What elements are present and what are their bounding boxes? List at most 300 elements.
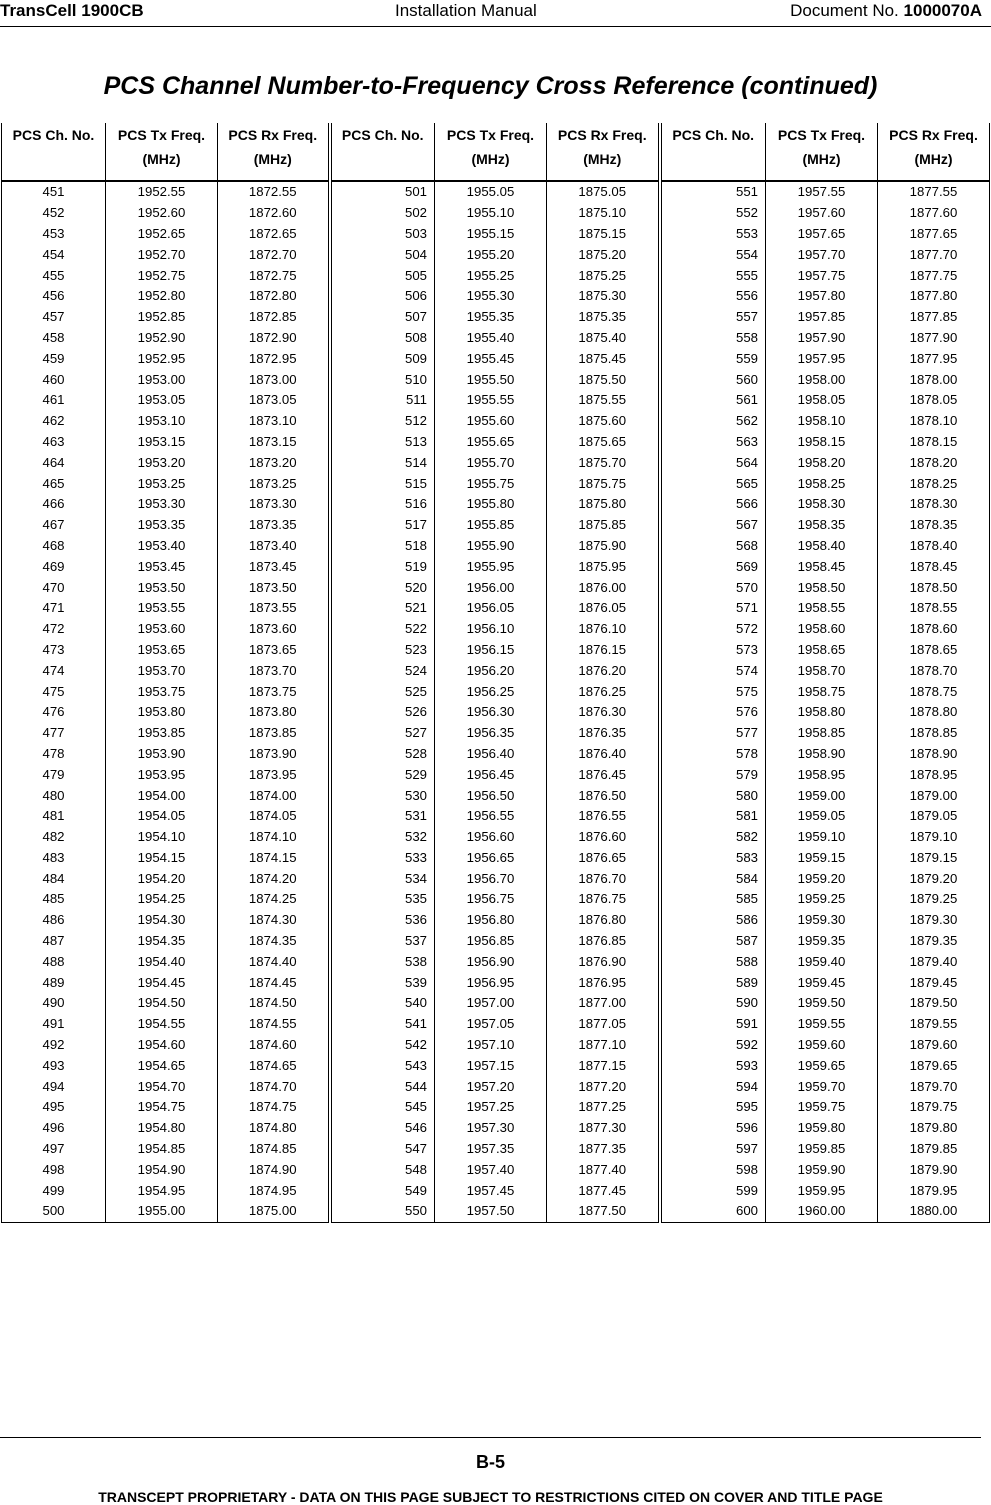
rx-frequency-cell: 1874.30	[218, 910, 330, 931]
column-header-line2: (MHz)	[914, 151, 953, 167]
tx-frequency-cell: 1955.60	[435, 411, 547, 432]
tx-frequency-cell: 1958.60	[766, 619, 878, 640]
column-header-line1: PCS Ch. No.	[341, 127, 424, 143]
rx-frequency-cell: 1879.30	[878, 910, 990, 931]
tx-frequency-cell: 1955.40	[435, 328, 547, 349]
rx-frequency-cell: 1877.05	[547, 1014, 660, 1035]
channel-number-cell: 455	[2, 265, 106, 286]
tx-frequency-cell: 1954.40	[106, 951, 218, 972]
channel-number-cell: 531	[330, 806, 435, 827]
rx-frequency-cell: 1876.80	[547, 910, 660, 931]
channel-number-cell: 557	[660, 307, 766, 328]
tx-frequency-cell: 1957.55	[766, 181, 878, 203]
channel-number-cell: 596	[660, 1118, 766, 1139]
channel-number-cell: 526	[330, 702, 435, 723]
tx-frequency-cell: 1954.90	[106, 1159, 218, 1180]
tx-frequency-cell: 1952.80	[106, 286, 218, 307]
channel-number-cell: 482	[2, 827, 106, 848]
tx-frequency-cell: 1957.40	[435, 1159, 547, 1180]
column-header-line1: PCS Ch. No.	[672, 127, 755, 143]
rx-frequency-cell: 1875.30	[547, 286, 660, 307]
channel-number-cell: 590	[660, 993, 766, 1014]
table-row	[2, 931, 990, 952]
footer-divider	[0, 1437, 981, 1438]
channel-number-cell: 473	[2, 640, 106, 661]
rx-frequency-cell: 1874.45	[218, 972, 330, 993]
tx-frequency-cell: 1958.80	[766, 702, 878, 723]
rx-frequency-cell: 1876.05	[547, 598, 660, 619]
channel-number-cell: 490	[2, 993, 106, 1014]
channel-number-cell: 470	[2, 577, 106, 598]
proprietary-notice-separator: -	[290, 1489, 296, 1505]
tx-frequency-cell: 1960.00	[766, 1201, 878, 1222]
rx-frequency-cell: 1872.90	[218, 328, 330, 349]
channel-number-cell: 537	[330, 931, 435, 952]
tx-frequency-cell: 1957.30	[435, 1118, 547, 1139]
rx-frequency-cell: 1879.40	[878, 951, 990, 972]
tx-frequency-cell: 1956.05	[435, 598, 547, 619]
tx-frequency-cell: 1953.00	[106, 369, 218, 390]
rx-frequency-cell: 1877.95	[878, 348, 990, 369]
table-row	[2, 806, 990, 827]
tx-frequency-cell: 1956.25	[435, 681, 547, 702]
tx-frequency-cell: 1956.60	[435, 827, 547, 848]
rx-frequency-cell: 1877.50	[547, 1201, 660, 1222]
tx-frequency-cell: 1959.65	[766, 1055, 878, 1076]
tx-frequency-cell: 1958.95	[766, 764, 878, 785]
rx-frequency-cell: 1875.20	[547, 244, 660, 265]
tx-frequency-cell: 1955.70	[435, 452, 547, 473]
channel-number-cell: 573	[660, 640, 766, 661]
tx-frequency-cell: 1955.35	[435, 307, 547, 328]
rx-frequency-cell: 1875.40	[547, 328, 660, 349]
channel-number-cell: 528	[330, 744, 435, 765]
channel-number-cell: 491	[2, 1014, 106, 1035]
channel-number-cell: 517	[330, 515, 435, 536]
tx-frequency-cell: 1959.70	[766, 1076, 878, 1097]
rx-frequency-cell: 1874.70	[218, 1076, 330, 1097]
tx-frequency-cell: 1959.35	[766, 931, 878, 952]
tx-frequency-cell: 1958.65	[766, 640, 878, 661]
channel-number-cell: 577	[660, 723, 766, 744]
rx-frequency-cell: 1873.35	[218, 515, 330, 536]
channel-number-cell: 552	[660, 203, 766, 224]
rx-frequency-cell: 1875.65	[547, 432, 660, 453]
rx-frequency-cell: 1876.75	[547, 889, 660, 910]
channel-number-cell: 476	[2, 702, 106, 723]
rx-frequency-cell: 1879.70	[878, 1076, 990, 1097]
table-row	[2, 1014, 990, 1035]
rx-frequency-cell: 1878.00	[878, 369, 990, 390]
tx-frequency-cell: 1959.25	[766, 889, 878, 910]
rx-frequency-cell: 1874.75	[218, 1097, 330, 1118]
tx-frequency-cell: 1959.75	[766, 1097, 878, 1118]
column-header-line2: (MHz)	[142, 151, 181, 167]
tx-frequency-cell: 1954.00	[106, 785, 218, 806]
rx-frequency-cell: 1875.85	[547, 515, 660, 536]
rx-frequency-cell: 1875.80	[547, 494, 660, 515]
channel-number-cell: 572	[660, 619, 766, 640]
tx-frequency-cell: 1957.05	[435, 1014, 547, 1035]
table-row	[2, 640, 990, 661]
rx-frequency-cell: 1878.75	[878, 681, 990, 702]
tx-frequency-cell: 1953.95	[106, 764, 218, 785]
channel-number-cell: 521	[330, 598, 435, 619]
tx-frequency-cell: 1959.60	[766, 1035, 878, 1056]
channel-number-cell: 488	[2, 951, 106, 972]
rx-frequency-cell: 1878.65	[878, 640, 990, 661]
document-number-label: Document No.	[790, 1, 899, 20]
channel-number-cell: 582	[660, 827, 766, 848]
tx-frequency-cell: 1956.45	[435, 764, 547, 785]
column-header-line2: (MHz)	[253, 151, 292, 167]
tx-frequency-cell: 1953.40	[106, 536, 218, 557]
rx-frequency-cell: 1872.65	[218, 224, 330, 245]
channel-number-cell: 481	[2, 806, 106, 827]
rx-frequency-cell: 1876.45	[547, 764, 660, 785]
rx-frequency-cell: 1873.30	[218, 494, 330, 515]
tx-frequency-cell: 1954.15	[106, 848, 218, 869]
channel-frequency-table	[1, 123, 990, 1223]
rx-frequency-cell: 1877.20	[547, 1076, 660, 1097]
channel-number-cell: 525	[330, 681, 435, 702]
channel-number-cell: 576	[660, 702, 766, 723]
tx-frequency-cell: 1955.50	[435, 369, 547, 390]
rx-frequency-cell: 1875.25	[547, 265, 660, 286]
rx-frequency-cell: 1873.40	[218, 536, 330, 557]
tx-frequency-cell: 1956.75	[435, 889, 547, 910]
tx-frequency-cell: 1954.05	[106, 806, 218, 827]
rx-frequency-cell: 1878.80	[878, 702, 990, 723]
tx-frequency-cell: 1955.65	[435, 432, 547, 453]
rx-frequency-cell: 1872.75	[218, 265, 330, 286]
table-row	[2, 1159, 990, 1180]
rx-frequency-cell: 1873.65	[218, 640, 330, 661]
channel-number-cell: 586	[660, 910, 766, 931]
channel-number-cell: 495	[2, 1097, 106, 1118]
channel-number-cell: 541	[330, 1014, 435, 1035]
rx-frequency-cell: 1878.85	[878, 723, 990, 744]
rx-frequency-cell: 1875.60	[547, 411, 660, 432]
tx-frequency-cell: 1953.60	[106, 619, 218, 640]
column-header-line1: PCS Tx Freq.	[777, 127, 866, 143]
channel-number-cell: 599	[660, 1180, 766, 1201]
rx-frequency-cell: 1873.95	[218, 764, 330, 785]
rx-frequency-cell: 1874.25	[218, 889, 330, 910]
table-row	[2, 951, 990, 972]
manual-name: Installation Manual	[395, 1, 537, 20]
document-number-value: 1000070A	[903, 1, 982, 20]
rx-frequency-cell: 1877.55	[878, 181, 990, 203]
tx-frequency-cell: 1956.90	[435, 951, 547, 972]
channel-number-cell: 580	[660, 785, 766, 806]
tx-frequency-cell: 1954.55	[106, 1014, 218, 1035]
channel-number-cell: 463	[2, 432, 106, 453]
channel-number-cell: 584	[660, 868, 766, 889]
tx-frequency-cell: 1953.55	[106, 598, 218, 619]
channel-number-cell: 562	[660, 411, 766, 432]
tx-frequency-cell: 1952.85	[106, 307, 218, 328]
channel-number-cell: 538	[330, 951, 435, 972]
channel-number-cell: 465	[2, 473, 106, 494]
rx-frequency-cell: 1874.80	[218, 1118, 330, 1139]
channel-number-cell: 522	[330, 619, 435, 640]
tx-frequency-cell: 1955.05	[435, 181, 547, 203]
tx-frequency-cell: 1955.95	[435, 556, 547, 577]
tx-frequency-cell: 1956.30	[435, 702, 547, 723]
rx-frequency-cell: 1873.90	[218, 744, 330, 765]
channel-number-cell: 578	[660, 744, 766, 765]
table-row	[2, 286, 990, 307]
channel-number-cell: 583	[660, 848, 766, 869]
rx-frequency-cell: 1873.15	[218, 432, 330, 453]
channel-number-cell: 547	[330, 1139, 435, 1160]
channel-number-cell: 574	[660, 660, 766, 681]
channel-number-cell: 486	[2, 910, 106, 931]
tx-frequency-cell: 1958.85	[766, 723, 878, 744]
tx-frequency-cell: 1955.90	[435, 536, 547, 557]
channel-number-cell: 520	[330, 577, 435, 598]
channel-number-cell: 544	[330, 1076, 435, 1097]
channel-number-cell: 453	[2, 224, 106, 245]
tx-frequency-cell: 1958.90	[766, 744, 878, 765]
rx-frequency-cell: 1876.30	[547, 702, 660, 723]
tx-frequency-cell: 1959.80	[766, 1118, 878, 1139]
rx-frequency-cell: 1878.15	[878, 432, 990, 453]
channel-number-cell: 571	[660, 598, 766, 619]
tx-frequency-cell: 1955.85	[435, 515, 547, 536]
table-row	[2, 1180, 990, 1201]
column-header-line1: PCS Rx Freq.	[557, 127, 647, 143]
tx-frequency-cell: 1955.20	[435, 244, 547, 265]
channel-number-cell: 558	[660, 328, 766, 349]
table-row	[2, 681, 990, 702]
rx-frequency-cell: 1876.25	[547, 681, 660, 702]
tx-frequency-cell: 1958.30	[766, 494, 878, 515]
table-row	[2, 827, 990, 848]
rx-frequency-cell: 1878.60	[878, 619, 990, 640]
document-number	[790, 1, 982, 21]
table-row	[2, 764, 990, 785]
table-row	[2, 369, 990, 390]
tx-frequency-cell: 1952.95	[106, 348, 218, 369]
channel-number-cell: 475	[2, 681, 106, 702]
tx-frequency-cell: 1952.55	[106, 181, 218, 203]
channel-number-cell: 542	[330, 1035, 435, 1056]
channel-number-cell: 456	[2, 286, 106, 307]
table-row	[2, 1201, 990, 1222]
channel-number-cell: 510	[330, 369, 435, 390]
channel-number-cell: 513	[330, 432, 435, 453]
rx-frequency-cell: 1874.15	[218, 848, 330, 869]
column-header	[547, 123, 660, 181]
tx-frequency-cell: 1954.65	[106, 1055, 218, 1076]
tx-frequency-cell: 1958.05	[766, 390, 878, 411]
channel-number-cell: 507	[330, 307, 435, 328]
rx-frequency-cell: 1873.00	[218, 369, 330, 390]
channel-number-cell: 509	[330, 348, 435, 369]
table-row	[2, 1076, 990, 1097]
channel-number-cell: 535	[330, 889, 435, 910]
tx-frequency-cell: 1953.45	[106, 556, 218, 577]
channel-number-cell: 536	[330, 910, 435, 931]
table-row	[2, 494, 990, 515]
rx-frequency-cell: 1879.90	[878, 1159, 990, 1180]
channel-number-cell: 565	[660, 473, 766, 494]
table-row	[2, 889, 990, 910]
channel-number-cell: 518	[330, 536, 435, 557]
rx-frequency-cell: 1876.65	[547, 848, 660, 869]
rx-frequency-cell: 1878.35	[878, 515, 990, 536]
channel-number-cell: 484	[2, 868, 106, 889]
tx-frequency-cell: 1953.30	[106, 494, 218, 515]
channel-number-cell: 591	[660, 1014, 766, 1035]
rx-frequency-cell: 1873.05	[218, 390, 330, 411]
rx-frequency-cell: 1879.50	[878, 993, 990, 1014]
channel-number-cell: 460	[2, 369, 106, 390]
product-name: TransCell 1900CB	[0, 1, 144, 20]
rx-frequency-cell: 1874.00	[218, 785, 330, 806]
table-row	[2, 244, 990, 265]
rx-frequency-cell: 1872.70	[218, 244, 330, 265]
channel-number-cell: 543	[330, 1055, 435, 1076]
channel-number-cell: 587	[660, 931, 766, 952]
rx-frequency-cell: 1876.90	[547, 951, 660, 972]
rx-frequency-cell: 1878.45	[878, 556, 990, 577]
channel-number-cell: 506	[330, 286, 435, 307]
tx-frequency-cell: 1952.75	[106, 265, 218, 286]
tx-frequency-cell: 1955.25	[435, 265, 547, 286]
table-row	[2, 473, 990, 494]
channel-number-cell: 564	[660, 452, 766, 473]
table-row	[2, 868, 990, 889]
rx-frequency-cell: 1877.45	[547, 1180, 660, 1201]
table-row	[2, 972, 990, 993]
table-row	[2, 993, 990, 1014]
tx-frequency-cell: 1956.35	[435, 723, 547, 744]
tx-frequency-cell: 1959.10	[766, 827, 878, 848]
page-number: B-5	[475, 1452, 505, 1472]
tx-frequency-cell: 1953.85	[106, 723, 218, 744]
tx-frequency-cell: 1953.20	[106, 452, 218, 473]
rx-frequency-cell: 1873.60	[218, 619, 330, 640]
channel-number-cell: 593	[660, 1055, 766, 1076]
channel-number-cell: 511	[330, 390, 435, 411]
channel-number-cell: 529	[330, 764, 435, 785]
rx-frequency-cell: 1875.95	[547, 556, 660, 577]
table-row	[2, 619, 990, 640]
rx-frequency-cell: 1876.60	[547, 827, 660, 848]
table-row	[2, 785, 990, 806]
rx-frequency-cell: 1875.10	[547, 203, 660, 224]
rx-frequency-cell: 1878.30	[878, 494, 990, 515]
rx-frequency-cell: 1874.10	[218, 827, 330, 848]
rx-frequency-cell: 1878.95	[878, 764, 990, 785]
tx-frequency-cell: 1957.45	[435, 1180, 547, 1201]
rx-frequency-cell: 1876.40	[547, 744, 660, 765]
proprietary-notice-left: TRANSCEPT PROPRIETARY	[98, 1489, 287, 1505]
channel-number-cell: 555	[660, 265, 766, 286]
channel-number-cell: 556	[660, 286, 766, 307]
channel-number-cell: 497	[2, 1139, 106, 1160]
channel-number-cell: 493	[2, 1055, 106, 1076]
rx-frequency-cell: 1872.95	[218, 348, 330, 369]
table-row	[2, 432, 990, 453]
channel-number-cell: 461	[2, 390, 106, 411]
tx-frequency-cell: 1955.10	[435, 203, 547, 224]
tx-frequency-cell: 1956.15	[435, 640, 547, 661]
tx-frequency-cell: 1958.25	[766, 473, 878, 494]
tx-frequency-cell: 1956.20	[435, 660, 547, 681]
table-row	[2, 1118, 990, 1139]
rx-frequency-cell: 1873.25	[218, 473, 330, 494]
tx-frequency-cell: 1959.85	[766, 1139, 878, 1160]
rx-frequency-cell: 1873.10	[218, 411, 330, 432]
rx-frequency-cell: 1879.60	[878, 1035, 990, 1056]
channel-number-cell: 499	[2, 1180, 106, 1201]
tx-frequency-cell: 1956.80	[435, 910, 547, 931]
tx-frequency-cell: 1957.90	[766, 328, 878, 349]
channel-number-cell: 459	[2, 348, 106, 369]
tx-frequency-cell: 1958.70	[766, 660, 878, 681]
tx-frequency-cell: 1953.10	[106, 411, 218, 432]
rx-frequency-cell: 1873.45	[218, 556, 330, 577]
channel-number-cell: 554	[660, 244, 766, 265]
tx-frequency-cell: 1952.60	[106, 203, 218, 224]
channel-number-cell: 512	[330, 411, 435, 432]
rx-frequency-cell: 1875.90	[547, 536, 660, 557]
rx-frequency-cell: 1879.75	[878, 1097, 990, 1118]
tx-frequency-cell: 1956.10	[435, 619, 547, 640]
channel-number-cell: 502	[330, 203, 435, 224]
rx-frequency-cell: 1872.60	[218, 203, 330, 224]
column-header	[878, 123, 990, 181]
channel-number-cell: 483	[2, 848, 106, 869]
rx-frequency-cell: 1876.70	[547, 868, 660, 889]
rx-frequency-cell: 1874.90	[218, 1159, 330, 1180]
tx-frequency-cell: 1957.15	[435, 1055, 547, 1076]
tx-frequency-cell: 1956.95	[435, 972, 547, 993]
tx-frequency-cell: 1958.75	[766, 681, 878, 702]
rx-frequency-cell: 1879.95	[878, 1180, 990, 1201]
tx-frequency-cell: 1959.50	[766, 993, 878, 1014]
tx-frequency-cell: 1958.40	[766, 536, 878, 557]
tx-frequency-cell: 1954.20	[106, 868, 218, 889]
rx-frequency-cell: 1872.80	[218, 286, 330, 307]
channel-number-cell: 546	[330, 1118, 435, 1139]
tx-frequency-cell: 1959.55	[766, 1014, 878, 1035]
tx-frequency-cell: 1954.60	[106, 1035, 218, 1056]
tx-frequency-cell: 1958.00	[766, 369, 878, 390]
channel-number-cell: 468	[2, 536, 106, 557]
channel-number-cell: 549	[330, 1180, 435, 1201]
column-header-line2: (MHz)	[802, 151, 841, 167]
table-row	[2, 1035, 990, 1056]
rx-frequency-cell: 1878.40	[878, 536, 990, 557]
channel-number-cell: 560	[660, 369, 766, 390]
rx-frequency-cell: 1879.80	[878, 1118, 990, 1139]
column-header-line2: (MHz)	[583, 151, 622, 167]
rx-frequency-cell: 1877.90	[878, 328, 990, 349]
tx-frequency-cell: 1959.15	[766, 848, 878, 869]
rx-frequency-cell: 1878.90	[878, 744, 990, 765]
tx-frequency-cell: 1955.80	[435, 494, 547, 515]
rx-frequency-cell: 1877.35	[547, 1139, 660, 1160]
proprietary-notice	[0, 1489, 981, 1505]
running-header	[0, 0, 991, 27]
channel-number-cell: 533	[330, 848, 435, 869]
tx-frequency-cell: 1954.35	[106, 931, 218, 952]
